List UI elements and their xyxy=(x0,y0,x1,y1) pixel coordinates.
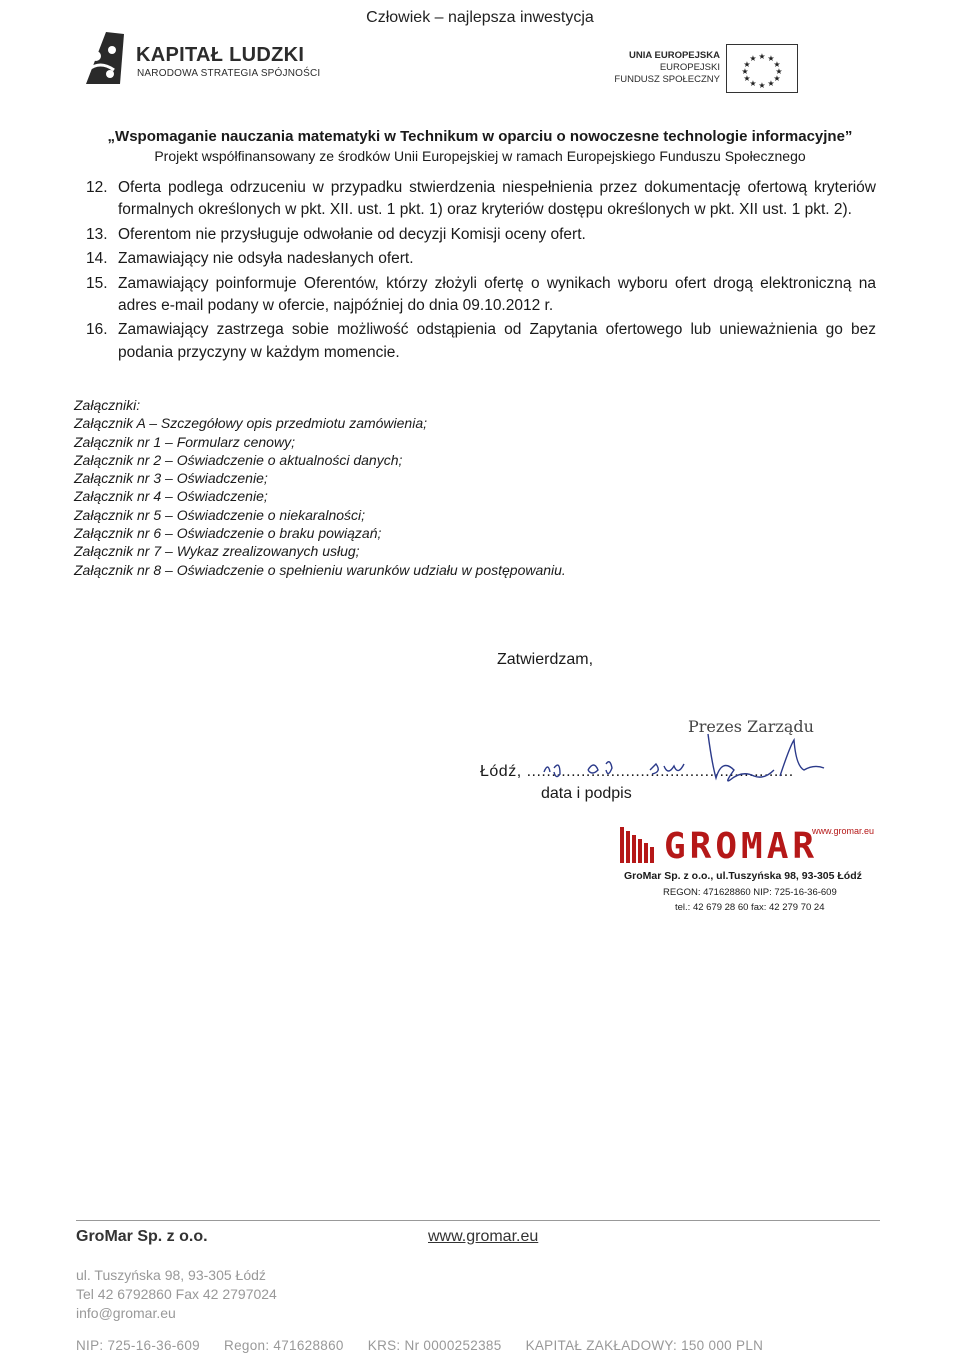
svg-text:★: ★ xyxy=(749,54,757,63)
project-title: „Wspomaganie nauczania matematyki w Technikum w oparciu o nowoczesne technologie informacyjne” xyxy=(107,128,853,145)
list-item xyxy=(86,177,876,222)
svg-text:★: ★ xyxy=(767,54,775,63)
svg-text:★: ★ xyxy=(773,60,781,69)
attachment-item: Załącznik nr 4 – Oświadczenie; xyxy=(74,488,268,505)
footer-company: GroMar Sp. z o.o. xyxy=(76,1228,208,1245)
footer-capital: KAPITAŁ ZAKŁADOWY: 150 000 PLN xyxy=(525,1338,764,1353)
list-item xyxy=(86,319,876,364)
item-number: 16. xyxy=(86,321,108,339)
signature-caption: data i podpis xyxy=(541,785,632,802)
stamp-line-3: tel.: 42 679 28 60 fax: 42 279 70 24 xyxy=(675,902,825,913)
item-number: 14. xyxy=(86,250,108,268)
attachment-item: Załącznik nr 7 – Wykaz zrealizowanych usług; xyxy=(74,543,360,560)
attachment-item: Załącznik nr 3 – Oświadczenie; xyxy=(74,470,268,487)
place-date-line: Łódź, ...................................................... xyxy=(480,763,794,780)
gromar-stamp-www: www.gromar.eu xyxy=(812,826,875,836)
item-number: 13. xyxy=(86,225,108,243)
footer-website-link[interactable]: www.gromar.eu xyxy=(428,1228,539,1245)
attachment-item: Załącznik nr 2 – Oświadczenie o aktualności danych; xyxy=(74,451,403,468)
attachment-item: Załącznik nr 8 – Oświadczenie o spełnieniu warunków udziału w postępowaniu. xyxy=(74,561,566,578)
attachments-list xyxy=(74,396,566,579)
footer-contact xyxy=(76,1266,277,1323)
item-text: Zamawiający zastrzega sobie możliwość odstąpienia od Zapytania ofertowego lub unieważnienia go bez podania przyczyny w każdym momencie. xyxy=(118,321,876,361)
svg-text:★: ★ xyxy=(767,79,775,88)
attachment-item: Załącznik nr 6 – Oświadczenie o braku powiązań; xyxy=(74,525,382,542)
kapital-ludzki-logo-icon xyxy=(80,30,130,86)
gromar-logo-text: GROMAR xyxy=(664,826,819,867)
logo-left-name: KAPITAŁ LUDZKI xyxy=(136,44,305,66)
eu-line-1: UNIA EUROPEJSKA xyxy=(629,50,720,61)
footer-divider xyxy=(76,1220,880,1221)
footer-regon: Regon: 471628860 xyxy=(224,1338,344,1353)
attachment-item: Załącznik nr 1 – Formularz cenowy; xyxy=(74,433,295,450)
approval-text: Zatwierdzam, xyxy=(497,651,594,668)
svg-text:★: ★ xyxy=(775,67,783,76)
list-item xyxy=(86,273,876,318)
svg-text:★: ★ xyxy=(743,74,751,83)
eu-line-3: FUNDUSZ SPOŁECZNY xyxy=(614,74,720,85)
project-subtitle: Projekt współfinansowany ze środków Unii Europejskiej w ramach Europejskiego Funduszu Społecznego xyxy=(154,148,806,164)
item-text: Oferentom nie przysługuje odwołanie od decyzji Komisji oceny ofert. xyxy=(118,225,586,243)
footer-email[interactable]: info@gromar.eu xyxy=(76,1305,176,1321)
attachment-item: Załącznik A – Szczegółowy opis przedmiotu zamówienia; xyxy=(74,415,428,432)
conditions-list xyxy=(86,177,876,366)
stamp-line-2: REGON: 471628860 NIP: 725-16-36-609 xyxy=(663,887,837,898)
footer-registration xyxy=(76,1338,783,1353)
item-text: Oferta podlega odrzuceniu w przypadku stwierdzenia niespełnienia przez dokumentację ofertową kryteriów formalnych określonych w pkt. XII. ust. 1 pkt. 1) oraz kryteriów dostępu określonych w pkt. XII ust. 1 pkt. 2). xyxy=(118,179,876,219)
president-stamp-title: Prezes Zarządu xyxy=(688,717,814,736)
svg-text:★: ★ xyxy=(758,52,766,61)
footer-nip: NIP: 725-16-36-609 xyxy=(76,1338,200,1353)
footer-address: ul. Tuszyńska 98, 93-305 Łódź xyxy=(76,1267,266,1283)
eu-logo-text xyxy=(600,50,720,86)
footer-phone: Tel 42 6792860 Fax 42 2797024 xyxy=(76,1286,277,1302)
svg-text:★: ★ xyxy=(758,81,766,90)
svg-text:★: ★ xyxy=(741,67,749,76)
attachments-heading: Załączniki: xyxy=(74,397,141,413)
svg-text:★: ★ xyxy=(773,74,781,83)
eu-line-2: EUROPEJSKI xyxy=(659,62,720,73)
item-text: Zamawiający nie odsyła nadesłanych ofert. xyxy=(118,250,414,268)
stamp-line-1: GroMar Sp. z o.o., ul.Tuszyńska 98, 93-305 Łódź xyxy=(624,870,862,882)
footer-krs: KRS: Nr 0000252385 xyxy=(367,1338,502,1353)
logo-left-subtitle: NARODOWA STRATEGIA SPÓJNOŚCI xyxy=(137,68,321,79)
tagline: Człowiek – najlepsza inwestycja xyxy=(366,9,594,26)
gromar-mark-icon xyxy=(620,827,660,863)
svg-text:★: ★ xyxy=(743,60,751,69)
item-number: 15. xyxy=(86,274,108,292)
handwritten-signature-icon xyxy=(540,730,840,800)
list-item xyxy=(86,224,876,246)
item-number: 12. xyxy=(86,179,108,196)
attachment-item: Załącznik nr 5 – Oświadczenie o niekaralności; xyxy=(74,506,366,523)
item-text: Zamawiający poinformuje Oferentów, którzy złożyli ofertę o wynikach wyboru ofert drogą elektroniczną na adres e-mail podany w ofercie, najpóźniej do dnia 09.10.2012 r. xyxy=(118,274,876,315)
list-item xyxy=(86,248,876,270)
eu-flag-icon xyxy=(726,44,798,93)
svg-text:★: ★ xyxy=(749,79,757,88)
